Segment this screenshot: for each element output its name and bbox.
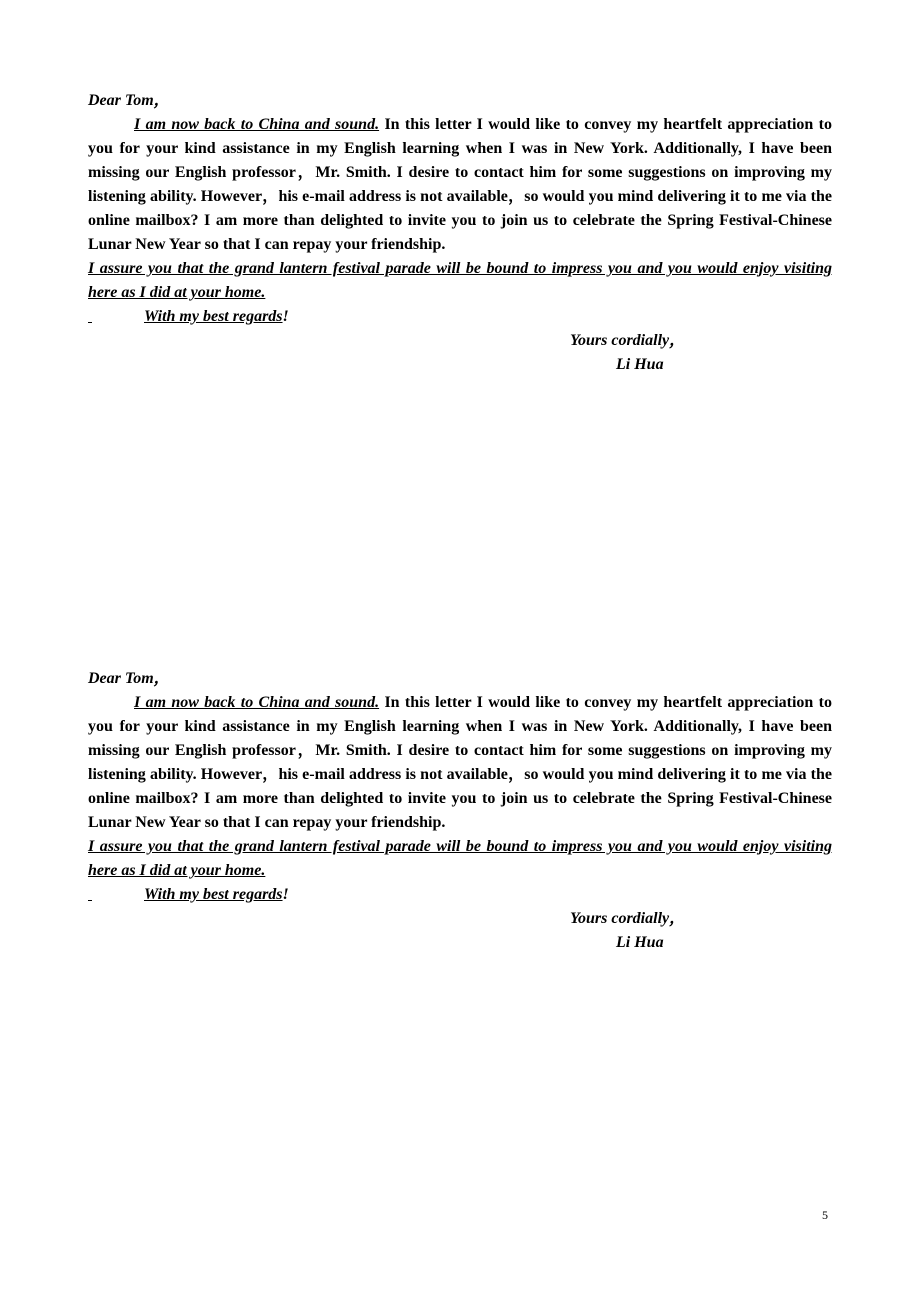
regards-punct: ! [282, 886, 289, 903]
letter-2 [88, 667, 832, 955]
regards-text: With my best regards [144, 886, 283, 903]
letter-1 [88, 89, 832, 377]
body-text: In this letter I would like to convey my heartfelt appreciation to you for your kind assistance in my English learning when I was in New York. Additionally, I have been missing our English professor，Mr. Smith. I desire to contact him for some suggestions on improving my listening ability. However，his e-mail address is not available，so would you mind delivering it to me via the online mailbox? I am more than delighted to invite you to join us to celebrate the Spring Festival-Chinese Lunar New Year so that I can repay your friendship. [88, 694, 833, 831]
underline-spacer [88, 883, 144, 907]
salutation: Dear Tom， [88, 92, 170, 109]
opening-sentence: I am now back to China and sound. [134, 694, 380, 711]
regards-line [88, 305, 832, 329]
body-text: In this letter I would like to convey my heartfelt appreciation to you for your kind assistance in my English learning when I was in New York. Additionally, I have been missing our English professor，Mr. Smith. I desire to contact him for some suggestions on improving my listening ability. However，his e-mail address is not available，so would you mind delivering it to me via the online mailbox? I am more than delighted to invite you to join us to celebrate the Spring Festival-Chinese Lunar New Year so that I can repay your friendship. [88, 116, 833, 253]
closing-paragraph: I assure you that the grand lantern festival parade will be bound to impress you and you would enjoy visiting here as I did at your home. [88, 838, 832, 879]
regards-line [88, 883, 832, 907]
body-paragraph [88, 691, 832, 835]
regards-text: With my best regards [144, 308, 283, 325]
signature: Li Hua [616, 934, 664, 951]
signoff: Yours cordially， [570, 910, 686, 927]
signoff: Yours cordially， [570, 332, 686, 349]
opening-sentence: I am now back to China and sound. [134, 116, 380, 133]
page-number: 5 [822, 1208, 828, 1222]
salutation: Dear Tom， [88, 670, 170, 687]
closing-paragraph: I assure you that the grand lantern festival parade will be bound to impress you and you would enjoy visiting here as I did at your home. [88, 260, 832, 301]
signature: Li Hua [616, 356, 664, 373]
underline-spacer [88, 305, 144, 329]
regards-punct: ! [282, 308, 289, 325]
body-paragraph [88, 113, 832, 257]
